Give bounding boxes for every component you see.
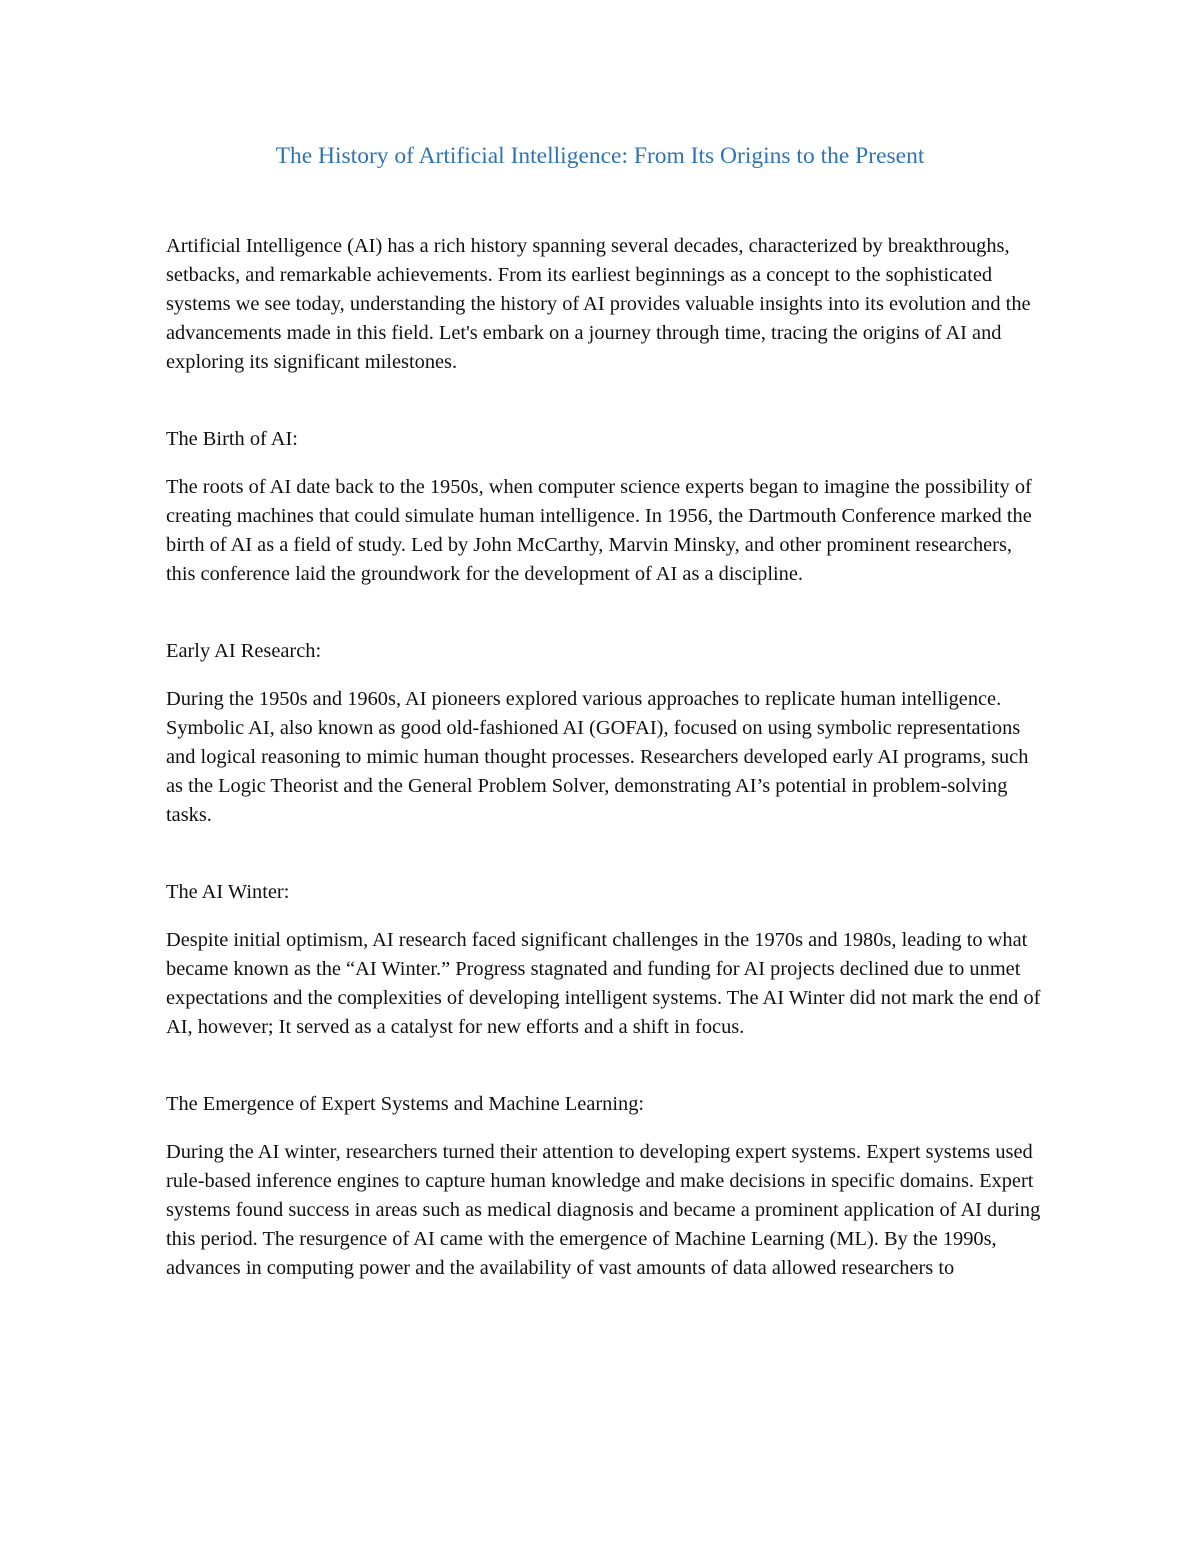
spacer [166, 454, 1046, 473]
section-body-early-ai-research: During the 1950s and 1960s, AI pioneers explored various approaches to replicate human intelligence. Symbolic AI, also known as good old-fashioned AI (GOFAI), focused on using symbolic representations and logical reasoning to mimic human thought processes. Researchers developed early AI programs, such as the Logic Theorist and the General Problem Solver, demonstrating AI’s potential in problem-solving tasks. [166, 688, 1029, 826]
spacer [166, 830, 1046, 878]
section-heading-expert-systems-ml: The Emergence of Expert Systems and Machine Learning: [166, 1093, 645, 1115]
section-heading-ai-winter: The AI Winter: [166, 881, 290, 903]
spacer [166, 907, 1046, 926]
document-title: The History of Artificial Intelligence: From Its Origins to the Present [275, 143, 925, 169]
intro-paragraph: Artificial Intelligence (AI) has a rich history spanning several decades, characterized by breakthroughs, setbacks, and remarkable achievements. From its earliest beginnings as a concept to the sophisticated systems we see today, understanding the history of AI provides valuable insights into its evolution and the advancements made in this field. Let's embark on a journey through time, tracing the origins of AI and exploring its significant milestones. [166, 235, 1031, 373]
section-heading-early-ai-research: Early AI Research: [166, 640, 322, 662]
spacer [166, 666, 1046, 685]
spacer [166, 377, 1046, 425]
spacer [166, 1042, 1046, 1090]
section-heading-birth-of-ai: The Birth of AI: [166, 428, 298, 450]
spacer [166, 589, 1046, 637]
spacer [166, 1119, 1046, 1138]
section-body-birth-of-ai: The roots of AI date back to the 1950s, when computer science experts began to imagine the possibility of creating machines that could simulate human intelligence. In 1956, the Dartmouth Conference marked the birth of AI as a field of study. Led by John McCarthy, Marvin Minsky, and other prominent researchers, this conference laid the groundwork for the development of AI as a discipline. [166, 476, 1032, 585]
document-body [166, 232, 1046, 1283]
section-body-expert-systems-ml: During the AI winter, researchers turned their attention to developing expert systems. Expert systems used rule-based inference engines to capture human knowledge and make decisions in specific domains. Expert systems found success in areas such as medical diagnosis and became a prominent application of AI during this period. The resurgence of AI came with the emergence of Machine Learning (ML). By the 1990s, advances in computing power and the availability of vast amounts of data allowed researchers to [166, 1141, 1041, 1279]
section-body-ai-winter: Despite initial optimism, AI research faced significant challenges in the 1970s and 1980s, leading to what became known as the “AI Winter.” Progress stagnated and funding for AI projects declined due to unmet expectations and the complexities of developing intelligent systems. The AI Winter did not mark the end of AI, however; It served as a catalyst for new efforts and a shift in focus. [166, 929, 1041, 1038]
